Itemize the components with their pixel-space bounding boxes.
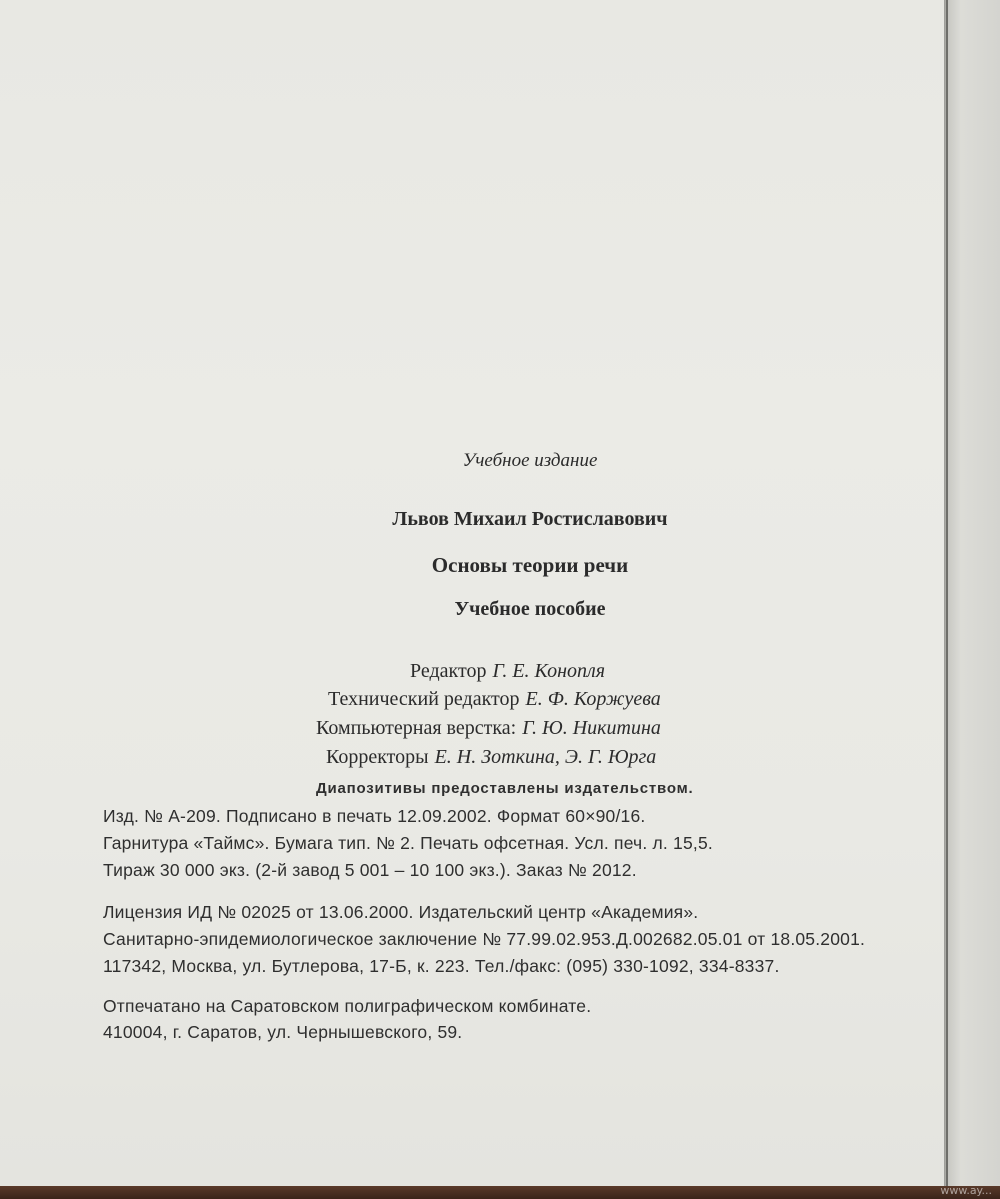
book-title: Основы теории речи (431, 553, 629, 577)
credit-role: Технический редактор (328, 688, 520, 710)
watermark: www.ay... (940, 1184, 992, 1197)
credit-role: Корректоры (326, 746, 429, 768)
credit-technical-editor (328, 688, 661, 711)
address-line: 117342, Москва, ул. Бутлерова, 17-Б, к. 223. Тел./факс: (095) 330-1092, 334-8337. (103, 956, 780, 976)
table-surface (0, 1186, 1000, 1199)
license-line: Санитарно-эпидемиологическое заключение № 77.99.02.953.Д.002682.05.01 от 18.05.2001. (103, 929, 866, 949)
credit-editor (410, 660, 605, 683)
page-stack-edge (944, 0, 1000, 1188)
imprint-line: Тираж 30 000 экз. (2-й завод 5 001 – 10 100 экз.). Заказ № 2012. (103, 860, 637, 880)
edition-type: Учебное издание (462, 450, 598, 471)
slides-note: Диапозитивы предоставлены издательством. (316, 780, 694, 797)
license-line: Лицензия ИД № 02025 от 13.06.2000. Издательский центр «Академия». (103, 902, 699, 922)
credit-role: Редактор (410, 660, 487, 682)
credit-person: Е. Н. Зоткина, Э. Г. Юрга (434, 746, 657, 768)
credit-person: Е. Ф. Коржуева (525, 688, 661, 710)
credit-layout (316, 717, 661, 740)
credit-person: Г. Е. Конопля (492, 660, 606, 682)
imprint-line: Изд. № А-209. Подписано в печать 12.09.2002. Формат 60×90/16. (103, 806, 646, 826)
printer-address-line: 410004, г. Саратов, ул. Чернышевского, 59. (103, 1022, 463, 1042)
credit-role: Компьютерная верстка: (316, 717, 517, 739)
printer-line: Отпечатано на Саратовском полиграфическом комбинате. (103, 996, 592, 1016)
page-edge-shadow (946, 0, 948, 1188)
credit-proofreaders (326, 746, 656, 769)
credit-person: Г. Ю. Никитина (522, 717, 661, 739)
author-name: Львов Михаил Ростиславович (392, 508, 668, 530)
book-subtitle: Учебное пособие (454, 598, 606, 620)
imprint-line: Гарнитура «Таймс». Бумага тип. № 2. Печать офсетная. Усл. печ. л. 15,5. (103, 833, 713, 853)
